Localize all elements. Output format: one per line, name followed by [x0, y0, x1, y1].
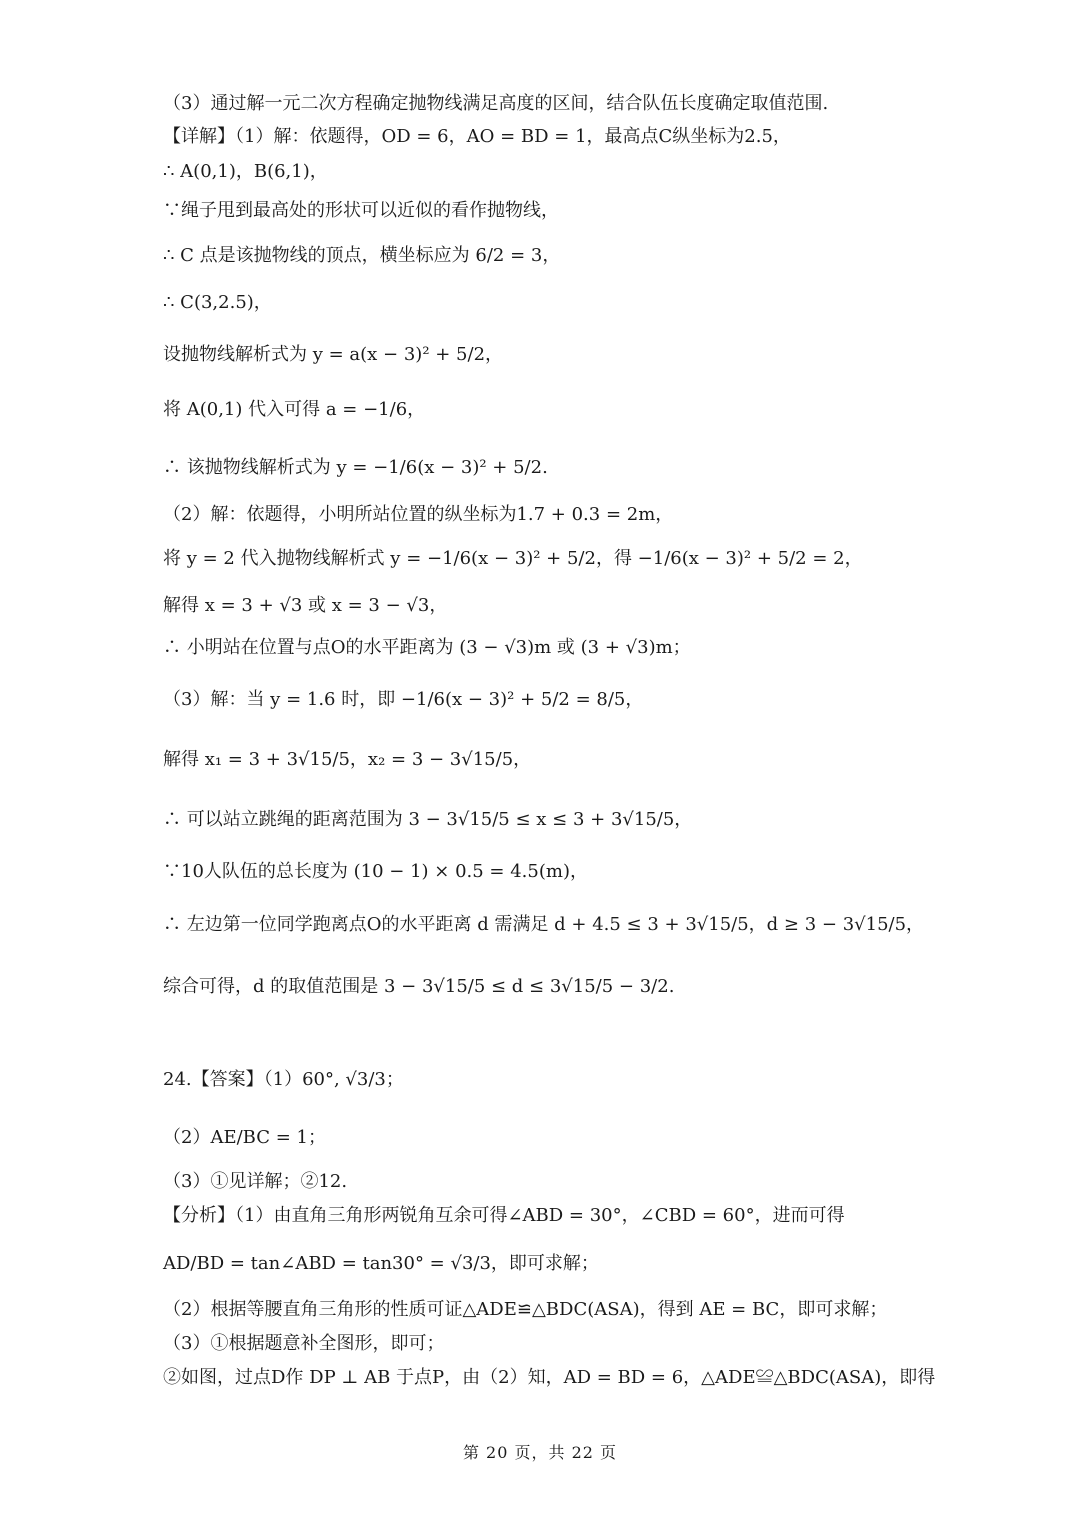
text-line: ∴ C(3,2.5)，	[163, 292, 272, 313]
text-line: 综合可得，d 的取值范围是 3 − 3√15/5 ≤ d ≤ 3√15/5 − 3/2.	[163, 976, 675, 997]
text-line: 解得 x = 3 + √3 或 x = 3 − √3，	[163, 595, 448, 616]
text-line: （3）解：当 y = 1.6 时，即 −1/6(x − 3)² + 5/2 = 8/5，	[163, 689, 644, 710]
page-footer: 第 20 页，共 22 页	[462, 1443, 618, 1462]
text-line: （2）根据等腰直角三角形的性质可证△ADE≌△BDC(ASA)，得到 AE = BC，即可求解；	[163, 1299, 888, 1320]
text-line: ∵绳子甩到最高处的形状可以近似的看作抛物线，	[163, 200, 559, 221]
text-line: ∴ A(0,1)，B(6,1)，	[163, 161, 328, 182]
text-line: （2）AE/BC = 1；	[163, 1127, 326, 1148]
text-line: （3）①根据题意补全图形，即可；	[163, 1333, 445, 1354]
text-line: （3）通过解一元二次方程确定抛物线满足高度的区间，结合队伍长度确定取值范围.	[163, 93, 829, 114]
text-line: ②如图，过点D作 DP ⊥ AB 于点P，由（2）知，AD = BD = 6，△ADE≌△BDC(ASA)，即得	[163, 1367, 936, 1388]
text-line: 解得 x₁ = 3 + 3√15/5，x₂ = 3 − 3√15/5，	[163, 749, 532, 770]
text-line: 将 A(0,1) 代入可得 a = −1/6，	[163, 399, 426, 420]
text-line: ∵10人队伍的总长度为 (10 − 1) × 0.5 = 4.5(m)，	[163, 861, 588, 882]
text-line: ∴ 左边第一位同学跑离点O的水平距离 d 需满足 d + 4.5 ≤ 3 + 3√15/5，d ≥ 3 − 3√15/5，	[163, 914, 925, 935]
text-line: （2）解：依题得，小明所站位置的纵坐标为1.7 + 0.3 = 2m，	[163, 504, 674, 525]
text-line: AD/BD = tan∠ABD = tan30° = √3/3，即可求解；	[163, 1253, 599, 1274]
text-line: ∴ 该抛物线解析式为 y = −1/6(x − 3)² + 5/2.	[163, 457, 548, 478]
analysis-line: 【分析】（1）由直角三角形两锐角互余可得∠ABD = 30°，∠CBD = 60°，进而可得	[163, 1205, 845, 1226]
text-line: 将 y = 2 代入抛物线解析式 y = −1/6(x − 3)² + 5/2，得 −1/6(x − 3)² + 5/2 = 2，	[163, 548, 863, 569]
text-line: ∴ C 点是该抛物线的顶点，横坐标应为 6/2 = 3，	[163, 245, 561, 266]
text-line: ∴ 可以站立跳绳的距离范围为 3 − 3√15/5 ≤ x ≤ 3 + 3√15/5，	[163, 809, 693, 830]
answer-24-line: 24.【答案】（1）60°, √3/3；	[163, 1069, 404, 1090]
text-line: 【详解】（1）解：依题得，OD = 6，AO = BD = 1，最高点C纵坐标为2.5，	[163, 126, 791, 147]
text-line: ∴ 小明站在位置与点O的水平距离为 (3 − √3)m 或 (3 + √3)m；	[163, 637, 691, 658]
text-line: （3）①见详解；②12.	[163, 1171, 348, 1192]
text-line: 设抛物线解析式为 y = a(x − 3)² + 5/2，	[163, 344, 504, 365]
